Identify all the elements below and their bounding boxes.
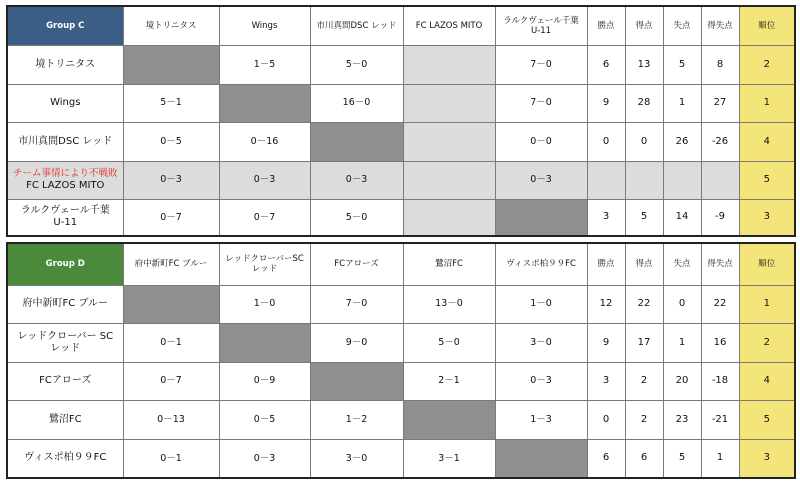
match-result: 13－0 — [403, 285, 495, 323]
match-result: 1－0 — [495, 285, 587, 323]
table-row — [7, 362, 795, 400]
match-result: 5－1 — [123, 84, 219, 122]
no-match-cell — [403, 45, 495, 84]
goals-against: 23 — [663, 400, 701, 439]
header-rank: 順位 — [739, 6, 795, 45]
match-result: 0－3 — [495, 362, 587, 400]
header-goals-for: 得点 — [625, 243, 663, 285]
goals-for: 2 — [625, 400, 663, 439]
header-row — [7, 6, 795, 45]
header-opponent: 境トリニタス — [123, 6, 219, 45]
rank: 3 — [739, 199, 795, 236]
self-match-cell — [123, 45, 219, 84]
match-result: 5－0 — [403, 323, 495, 362]
rank: 1 — [739, 285, 795, 323]
goals-for: 13 — [625, 45, 663, 84]
team-name: 府中新町FC ブルー — [7, 285, 123, 323]
team-name: 境トリニタス — [7, 45, 123, 84]
forfeit-note: チーム事情により不戦敗 — [12, 168, 118, 180]
self-match-cell — [219, 323, 310, 362]
no-match-cell — [403, 84, 495, 122]
no-match-cell — [403, 122, 495, 161]
table-row — [7, 323, 795, 362]
goal-difference: 27 — [701, 84, 739, 122]
goals-against: 5 — [663, 45, 701, 84]
match-result: 0－3 — [495, 161, 587, 199]
match-result: 5－0 — [310, 45, 403, 84]
points: 9 — [587, 84, 625, 122]
team-name: 市川真間DSC レッド — [7, 122, 123, 161]
match-result: 1－5 — [219, 45, 310, 84]
header-opponent: ラルクヴェール千葉 U-11 — [495, 6, 587, 45]
header-opponent: Wings — [219, 6, 310, 45]
team-cell — [7, 161, 123, 199]
match-result: 0－13 — [123, 400, 219, 439]
header-goal-difference: 得失点 — [701, 6, 739, 45]
self-match-cell — [123, 285, 219, 323]
match-result: 2－1 — [403, 362, 495, 400]
goals-against: 0 — [663, 285, 701, 323]
match-result: 1－0 — [219, 285, 310, 323]
header-points: 勝点 — [587, 243, 625, 285]
group-c-table — [6, 5, 796, 237]
goals-for: 17 — [625, 323, 663, 362]
header-goals-against: 失点 — [663, 243, 701, 285]
match-result: 0－0 — [495, 122, 587, 161]
self-match-cell — [495, 199, 587, 236]
goal-difference: 8 — [701, 45, 739, 84]
match-result: 1－3 — [495, 400, 587, 439]
points — [587, 161, 625, 199]
goals-against: 26 — [663, 122, 701, 161]
match-result: 0－3 — [310, 161, 403, 199]
match-result: 0－3 — [219, 439, 310, 478]
goals-against — [663, 161, 701, 199]
match-result: 16－0 — [310, 84, 403, 122]
match-result: 0－3 — [123, 161, 219, 199]
header-opponent: 府中新町FC ブルー — [123, 243, 219, 285]
points: 0 — [587, 122, 625, 161]
goal-difference: -21 — [701, 400, 739, 439]
goals-against: 5 — [663, 439, 701, 478]
rank: 5 — [739, 161, 795, 199]
match-result: 7－0 — [495, 45, 587, 84]
self-match-cell — [310, 362, 403, 400]
header-opponent: FC LAZOS MITO — [403, 6, 495, 45]
no-match-cell — [403, 161, 495, 199]
match-result: 3－0 — [495, 323, 587, 362]
group-label: Group C — [7, 6, 123, 45]
match-result: 1－2 — [310, 400, 403, 439]
table-row — [7, 122, 795, 161]
match-result: 7－0 — [310, 285, 403, 323]
team-name: レッドクローバー SC レッド — [7, 323, 123, 362]
group-label: Group D — [7, 243, 123, 285]
goal-difference: -26 — [701, 122, 739, 161]
match-result: 0－3 — [219, 161, 310, 199]
self-match-cell — [403, 400, 495, 439]
team-name: Wings — [7, 84, 123, 122]
goal-difference — [701, 161, 739, 199]
match-result: 0－7 — [123, 362, 219, 400]
match-result: 3－0 — [310, 439, 403, 478]
goal-difference: -18 — [701, 362, 739, 400]
rank: 1 — [739, 84, 795, 122]
match-result: 0－9 — [219, 362, 310, 400]
header-opponent: 鷺沼FC — [403, 243, 495, 285]
match-result: 0－16 — [219, 122, 310, 161]
goals-for: 2 — [625, 362, 663, 400]
goals-for — [625, 161, 663, 199]
rank: 4 — [739, 362, 795, 400]
points: 9 — [587, 323, 625, 362]
match-result: 0－7 — [219, 199, 310, 236]
self-match-cell — [219, 84, 310, 122]
points: 3 — [587, 199, 625, 236]
match-result: 9－0 — [310, 323, 403, 362]
points: 6 — [587, 439, 625, 478]
points: 6 — [587, 45, 625, 84]
match-result: 0－7 — [123, 199, 219, 236]
goals-for: 0 — [625, 122, 663, 161]
team-name: FC LAZOS MITO — [26, 179, 105, 191]
team-name: 鷺沼FC — [7, 400, 123, 439]
goal-difference: 1 — [701, 439, 739, 478]
header-opponent: レッドクローバーSC レッド — [219, 243, 310, 285]
table-row — [7, 45, 795, 84]
no-match-cell — [403, 199, 495, 236]
goals-against: 1 — [663, 84, 701, 122]
points: 0 — [587, 400, 625, 439]
rank: 4 — [739, 122, 795, 161]
self-match-cell — [495, 439, 587, 478]
team-name: ラルクヴェール千葉 U-11 — [7, 199, 123, 236]
table-row — [7, 84, 795, 122]
goals-for: 5 — [625, 199, 663, 236]
match-result: 0－1 — [123, 439, 219, 478]
table-row — [7, 400, 795, 439]
goals-for: 28 — [625, 84, 663, 122]
header-opponent: 市川真間DSC レッド — [310, 6, 403, 45]
rank: 3 — [739, 439, 795, 478]
self-match-cell — [310, 122, 403, 161]
match-result: 3－1 — [403, 439, 495, 478]
rank: 5 — [739, 400, 795, 439]
rank: 2 — [739, 323, 795, 362]
table-row — [7, 285, 795, 323]
points: 12 — [587, 285, 625, 323]
team-name: ヴィスポ柏９９FC — [7, 439, 123, 478]
match-result: 7－0 — [495, 84, 587, 122]
rank: 2 — [739, 45, 795, 84]
goals-against: 1 — [663, 323, 701, 362]
points: 3 — [587, 362, 625, 400]
table-row — [7, 199, 795, 236]
goal-difference: -9 — [701, 199, 739, 236]
header-rank: 順位 — [739, 243, 795, 285]
goals-for: 22 — [625, 285, 663, 323]
goals-against: 20 — [663, 362, 701, 400]
match-result: 0－1 — [123, 323, 219, 362]
match-result: 0－5 — [219, 400, 310, 439]
goals-against: 14 — [663, 199, 701, 236]
table-row — [7, 161, 795, 199]
match-result: 0－5 — [123, 122, 219, 161]
header-goal-difference: 得失点 — [701, 243, 739, 285]
header-points: 勝点 — [587, 6, 625, 45]
goal-difference: 22 — [701, 285, 739, 323]
table-row — [7, 439, 795, 478]
group-d-table — [6, 242, 796, 479]
goal-difference: 16 — [701, 323, 739, 362]
goals-for: 6 — [625, 439, 663, 478]
header-opponent: FCアローズ — [310, 243, 403, 285]
team-name: FCアローズ — [7, 362, 123, 400]
header-row — [7, 243, 795, 285]
header-goals-for: 得点 — [625, 6, 663, 45]
header-goals-against: 失点 — [663, 6, 701, 45]
header-opponent: ヴィスポ柏９９FC — [495, 243, 587, 285]
match-result: 5－0 — [310, 199, 403, 236]
